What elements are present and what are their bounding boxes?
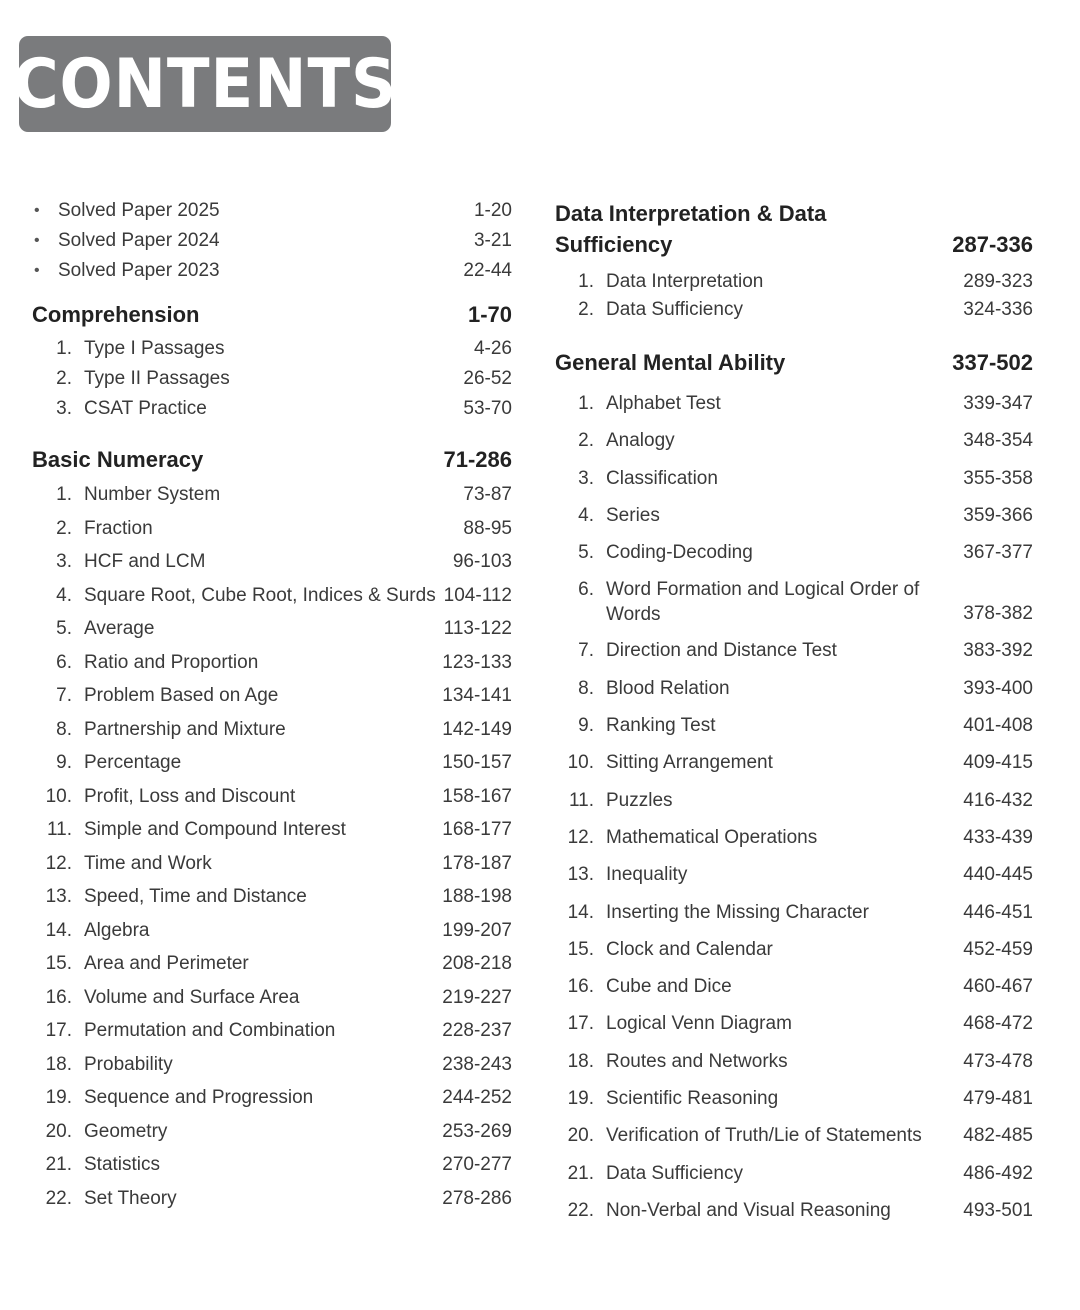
section-pages: 337-502 — [952, 350, 1033, 375]
entry-title: Direction and Distance Test — [606, 640, 837, 662]
entry-number: 3. — [56, 398, 72, 419]
toc-entry[interactable] — [32, 545, 512, 579]
entry-number: 5. — [56, 618, 72, 639]
data-interpretation-list — [555, 268, 1033, 323]
entry-pages: 440-445 — [963, 864, 1033, 886]
section-title: General Mental Ability — [555, 350, 786, 375]
entry-title: Alphabet Test — [606, 393, 721, 414]
entry-pages: 339-347 — [963, 393, 1033, 414]
entry-pages: 208-218 — [442, 953, 512, 974]
toc-entry[interactable] — [555, 856, 1033, 893]
entry-pages: 479-481 — [963, 1088, 1033, 1110]
contents-banner — [12, 36, 398, 132]
toc-entry[interactable] — [555, 931, 1033, 968]
entry-title: Ranking Test — [606, 715, 716, 737]
toc-entry[interactable] — [555, 268, 1033, 296]
entry-title: Square Root, Cube Root, Indices & Surds — [84, 584, 436, 606]
toc-entry[interactable] — [555, 534, 1033, 571]
entry-number: 21. — [567, 1162, 594, 1184]
toc-entry[interactable] — [32, 679, 512, 713]
toc-entry[interactable] — [32, 880, 512, 914]
entry-title: Inserting the Missing Character — [606, 901, 869, 923]
entry-pages: 473-478 — [963, 1050, 1033, 1072]
bullet-icon: • — [34, 262, 40, 279]
entry-number: 7. — [578, 640, 594, 662]
toc-entry[interactable] — [555, 296, 1033, 324]
entry-pages: 452-459 — [963, 938, 1033, 960]
entry-title: Statistics — [84, 1154, 161, 1175]
entry-pages: 378-382 — [963, 603, 1033, 625]
entry-pages: 188-198 — [442, 886, 512, 907]
entry-title: Solved Paper 2024 — [58, 230, 220, 251]
entry-pages: 22-44 — [463, 260, 512, 281]
toc-entry[interactable] — [555, 422, 1033, 459]
comprehension-list — [32, 334, 512, 424]
toc-entry[interactable] — [555, 744, 1033, 781]
entry-number: 15. — [45, 953, 72, 974]
entry-pages: 244-252 — [442, 1087, 512, 1108]
entry-number: 1. — [578, 271, 594, 292]
toc-entry[interactable] — [32, 914, 512, 948]
entry-pages: 493-501 — [963, 1199, 1033, 1221]
entry-title: Area and Perimeter — [84, 953, 249, 974]
toc-entry[interactable] — [32, 196, 512, 226]
entry-number: 1. — [578, 393, 594, 414]
entry-pages: 482-485 — [963, 1125, 1033, 1147]
entry-pages: 253-269 — [442, 1120, 512, 1142]
toc-entry[interactable] — [555, 819, 1033, 856]
entry-number: 22. — [567, 1199, 594, 1221]
toc-entry[interactable] — [32, 847, 512, 881]
entry-number: 2. — [578, 430, 594, 452]
entry-pages: 88-95 — [463, 517, 512, 539]
entry-number: 11. — [568, 789, 594, 811]
entry-number: 18. — [45, 1053, 72, 1075]
entry-title: Speed, Time and Distance — [84, 886, 307, 907]
right-column — [555, 198, 1033, 1229]
entry-pages: 26-52 — [463, 368, 512, 389]
section-pages: 71-286 — [443, 447, 512, 472]
entry-pages: 104-112 — [443, 584, 512, 606]
toc-entry[interactable] — [32, 394, 512, 424]
entry-number: 4. — [578, 504, 594, 526]
toc-entry[interactable] — [555, 968, 1033, 1005]
entry-number: 21. — [45, 1154, 72, 1175]
entry-title: Analogy — [606, 430, 675, 452]
entry-number: 3. — [578, 467, 594, 489]
entry-number: 6. — [578, 579, 594, 601]
entry-title: Permutation and Combination — [84, 1020, 336, 1041]
toc-entry[interactable] — [32, 612, 512, 646]
toc-entry[interactable] — [555, 1005, 1033, 1042]
entry-number: 19. — [567, 1088, 594, 1110]
entry-number: 4. — [56, 584, 72, 606]
entry-title: Number System — [84, 484, 221, 505]
entry-pages: 446-451 — [963, 901, 1033, 923]
toc-entry[interactable] — [32, 981, 512, 1015]
toc-entry[interactable] — [555, 460, 1033, 497]
entry-number: 17. — [45, 1020, 72, 1041]
section-heading-general-mental-ability[interactable] — [555, 343, 1033, 383]
mental-ability-list — [555, 385, 1033, 1229]
entry-title: Time and Work — [84, 852, 212, 874]
entry-pages: 96-103 — [452, 551, 512, 572]
entry-number: 2. — [56, 368, 72, 389]
entry-number: 11. — [46, 819, 72, 840]
entry-number: 20. — [567, 1125, 594, 1147]
entry-number: 19. — [45, 1087, 72, 1108]
entry-title: Coding-Decoding — [606, 542, 753, 564]
entry-number: 17. — [567, 1013, 594, 1035]
entry-title: Percentage — [84, 752, 182, 773]
entry-title: Series — [606, 504, 660, 526]
entry-title: Inequality — [606, 864, 688, 886]
entry-number: 15. — [567, 938, 594, 960]
entry-pages: 4-26 — [473, 338, 512, 359]
entry-title: Profit, Loss and Discount — [84, 785, 296, 807]
entry-pages: 486-492 — [963, 1162, 1033, 1184]
entry-pages: 158-167 — [442, 785, 512, 807]
entry-title: Sequence and Progression — [84, 1087, 314, 1108]
entry-number: 8. — [56, 718, 72, 740]
toc-entry[interactable] — [32, 713, 512, 747]
toc-entry[interactable] — [32, 1182, 512, 1216]
toc-entry[interactable] — [555, 894, 1033, 931]
entry-title: Blood Relation — [606, 677, 730, 699]
toc-entry[interactable] — [555, 1155, 1033, 1192]
entry-title: Solved Paper 2023 — [58, 260, 220, 281]
entry-title: Scientific Reasoning — [606, 1088, 779, 1110]
toc-entry[interactable] — [32, 813, 512, 847]
entry-pages: 168-177 — [442, 819, 512, 840]
entry-number: 13. — [567, 864, 594, 886]
bullet-icon: • — [34, 232, 40, 249]
entry-title: Clock and Calendar — [606, 938, 773, 960]
entry-title: HCF and LCM — [84, 551, 206, 572]
entry-pages: 73-87 — [463, 484, 512, 505]
entry-pages: 228-237 — [442, 1020, 512, 1041]
toc-entry[interactable] — [32, 1148, 512, 1182]
entry-pages: 393-400 — [963, 677, 1033, 699]
entry-title: Cube and Dice — [606, 976, 732, 998]
entry-pages: 123-133 — [442, 651, 512, 673]
entry-number: 14. — [45, 919, 72, 941]
section-title: Comprehension — [32, 302, 200, 327]
toc-entry[interactable] — [32, 512, 512, 546]
entry-title: Volume and Surface Area — [84, 986, 300, 1008]
toc-entry[interactable] — [32, 947, 512, 981]
entry-pages: 270-277 — [442, 1154, 512, 1175]
toc-entry[interactable] — [32, 478, 512, 512]
entry-title: Geometry — [84, 1120, 168, 1142]
entry-pages: 348-354 — [963, 430, 1033, 452]
bullet-icon: • — [34, 202, 40, 219]
entry-title: CSAT Practice — [84, 398, 207, 419]
entry-number: 1. — [56, 484, 72, 505]
section-heading-data-interpretation[interactable] — [555, 198, 1033, 260]
toc-entry[interactable] — [32, 334, 512, 364]
entry-pages: 289-323 — [963, 271, 1033, 292]
entry-number: 12. — [567, 826, 594, 848]
entry-number: 10. — [45, 785, 72, 807]
entry-number: 7. — [56, 685, 72, 706]
entry-pages: 150-157 — [442, 752, 512, 773]
entry-pages: 142-149 — [442, 718, 512, 740]
entry-number: 9. — [578, 715, 594, 737]
toc-entry[interactable] — [32, 256, 512, 286]
entry-pages: 53-70 — [463, 398, 512, 419]
entry-title: Partnership and Mixture — [84, 718, 286, 740]
section-heading-comprehension[interactable] — [32, 296, 512, 334]
entry-number: 14. — [567, 901, 594, 923]
entry-title: Simple and Compound Interest — [84, 819, 346, 840]
entry-number: 12. — [45, 852, 72, 874]
section-title-line2: Sufficiency — [555, 232, 673, 257]
contents-title: CONTENTS — [12, 44, 398, 124]
toc-entry[interactable] — [555, 782, 1033, 819]
entry-title: Puzzles — [606, 789, 673, 811]
entry-title: Ratio and Proportion — [84, 651, 259, 673]
toc-entry[interactable] — [555, 670, 1033, 707]
entry-pages: 1-20 — [473, 200, 512, 221]
entry-pages: 355-358 — [963, 467, 1033, 489]
entry-title: Type II Passages — [84, 368, 230, 389]
numeracy-list — [32, 478, 512, 1215]
entry-title: Classification — [606, 467, 718, 489]
entry-title: Verification of Truth/Lie of Statements — [606, 1125, 922, 1147]
toc-entry[interactable] — [32, 780, 512, 814]
entry-pages: 433-439 — [963, 826, 1033, 848]
toc-entry[interactable] — [32, 364, 512, 394]
section-pages: 287-336 — [952, 232, 1033, 257]
entry-number: 1. — [56, 338, 72, 359]
entry-pages: 401-408 — [963, 715, 1033, 737]
toc-entry[interactable] — [32, 1115, 512, 1149]
toc-entry[interactable] — [555, 707, 1033, 744]
entry-title: Probability — [84, 1053, 173, 1075]
entry-pages: 178-187 — [442, 852, 512, 874]
entry-number: 9. — [56, 752, 72, 773]
entry-number: 3. — [56, 551, 72, 572]
section-pages: 1-70 — [467, 302, 512, 327]
entry-number: 16. — [567, 976, 594, 998]
entry-pages: 416-432 — [963, 789, 1033, 811]
entry-pages: 3-21 — [473, 230, 512, 251]
toc-entry[interactable] — [32, 1081, 512, 1115]
toc-entry[interactable] — [555, 497, 1033, 534]
entry-number: 18. — [567, 1050, 594, 1072]
toc-entry[interactable] — [32, 1048, 512, 1082]
entry-pages: 468-472 — [963, 1013, 1033, 1035]
section-title: Basic Numeracy — [32, 447, 204, 472]
entry-title: Algebra — [84, 919, 150, 941]
entry-title: Word Formation and Logical Order of Words — [606, 579, 920, 626]
entry-title: Sitting Arrangement — [606, 752, 773, 774]
entry-title: Non-Verbal and Visual Reasoning — [606, 1199, 891, 1221]
entry-pages: 324-336 — [963, 298, 1033, 320]
toc-entry[interactable] — [32, 746, 512, 780]
entry-number: 5. — [578, 542, 594, 564]
toc-entry[interactable] — [32, 226, 512, 256]
entry-title: Data Sufficiency — [606, 298, 743, 320]
entry-title: Logical Venn Diagram — [606, 1013, 792, 1035]
entry-pages: 238-243 — [442, 1053, 512, 1075]
entry-title: Fraction — [84, 517, 153, 539]
entry-number: 2. — [578, 298, 594, 320]
entry-pages: 113-122 — [443, 618, 512, 639]
entry-number: 13. — [45, 886, 72, 907]
entry-title: Mathematical Operations — [606, 826, 818, 848]
entry-number: 22. — [45, 1187, 72, 1209]
entry-number: 8. — [578, 677, 594, 699]
entry-pages: 409-415 — [963, 752, 1033, 774]
toc-entry[interactable] — [555, 1117, 1033, 1154]
entry-title: Data Sufficiency — [606, 1162, 743, 1184]
entry-title: Solved Paper 2025 — [58, 200, 220, 221]
entry-pages: 219-227 — [442, 986, 512, 1008]
entry-pages: 367-377 — [963, 542, 1033, 564]
entry-pages: 460-467 — [963, 976, 1033, 998]
entry-title: Average — [84, 618, 155, 639]
section-title-line1: Data Interpretation & Data — [555, 201, 827, 226]
entry-number: 16. — [45, 986, 72, 1008]
toc-entry[interactable] — [32, 1014, 512, 1048]
entry-number: 2. — [56, 517, 72, 539]
entry-pages: 383-392 — [963, 640, 1033, 662]
entry-pages: 134-141 — [442, 685, 512, 706]
toc-entry[interactable] — [555, 632, 1033, 669]
toc-entry[interactable] — [555, 385, 1033, 422]
toc-entry[interactable] — [555, 1043, 1033, 1080]
entry-pages: 278-286 — [442, 1187, 512, 1209]
entry-title: Data Interpretation — [606, 271, 764, 292]
left-column — [32, 196, 512, 1215]
toc-entry[interactable] — [555, 1192, 1033, 1229]
entry-title: Problem Based on Age — [84, 685, 279, 706]
entry-number: 20. — [45, 1120, 72, 1142]
solved-papers-list — [32, 196, 512, 286]
toc-entry[interactable] — [555, 571, 1033, 632]
toc-entry[interactable] — [32, 579, 512, 613]
entry-pages: 359-366 — [963, 504, 1033, 526]
toc-entry[interactable] — [555, 1080, 1033, 1117]
entry-title: Set Theory — [84, 1187, 177, 1209]
section-heading-basic-numeracy[interactable] — [32, 442, 512, 478]
entry-title: Routes and Networks — [606, 1050, 788, 1072]
entry-pages: 199-207 — [442, 919, 512, 941]
entry-number: 10. — [567, 752, 594, 774]
entry-number: 6. — [56, 651, 72, 673]
toc-entry[interactable] — [32, 646, 512, 680]
entry-title: Type I Passages — [84, 338, 225, 359]
